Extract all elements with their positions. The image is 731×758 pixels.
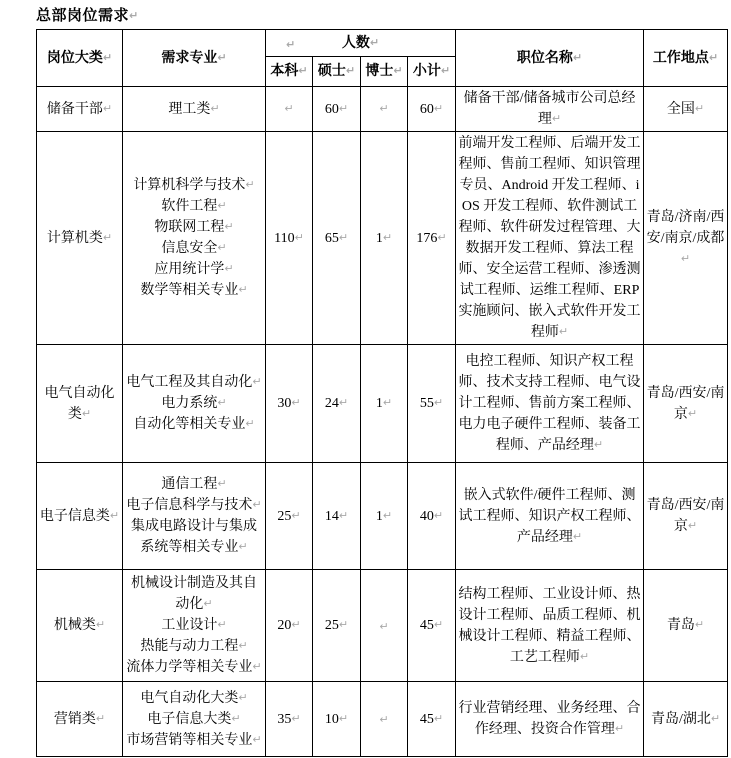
header-row-top [37, 30, 728, 57]
paragraph-mark: ↵ [252, 660, 262, 673]
positions-cell: 储备干部/储备城市公司总经理↵ [456, 87, 644, 132]
paragraph-mark: ↵ [345, 64, 356, 77]
master-cell: 24↵ [313, 345, 361, 463]
paragraph-mark: ↵ [338, 711, 349, 725]
paragraph-mark: ↵ [433, 711, 444, 725]
major-line: 电子信息科学与技术↵ [126, 498, 262, 513]
majors-cell [123, 463, 266, 570]
table-row [37, 132, 728, 345]
bachelor-cell [266, 87, 313, 132]
majors-cell [123, 87, 266, 132]
paragraph-mark: ↵ [382, 508, 393, 522]
paragraph-mark: ↵ [217, 50, 227, 64]
master-cell: 65↵ [313, 132, 361, 345]
paragraph-mark: ↵ [238, 690, 248, 704]
category-cell: 营销类↵ [37, 682, 123, 757]
major-line: 计算机科学与技术↵ [133, 178, 255, 193]
paragraph-mark: ↵ [109, 508, 120, 522]
table-row [37, 463, 728, 570]
major-line: 工业设计↵ [161, 618, 227, 633]
paragraph-mark: ↵ [95, 711, 106, 725]
bachelor-cell: 35↵ [266, 682, 313, 757]
major-line: 电子信息大类↵ [147, 711, 241, 727]
header-location: 工作地点↵ [644, 30, 728, 87]
paragraph-mark: ↵ [710, 711, 721, 725]
subtotal-cell: 176↵ [408, 132, 456, 345]
paragraph-mark: ↵ [217, 618, 227, 631]
category-cell: 储备干部↵ [37, 87, 123, 132]
major-line: 机械设计制造及其自动化↵ [131, 576, 257, 612]
positions-cell: 结构工程师、工业设计师、热设计工程师、品质工程师、机械设计工程师、精益工程师、工艺工程师↵ [456, 570, 644, 682]
paragraph-mark: ↵ [81, 406, 92, 420]
header-bachelor: 本科↵ [266, 57, 313, 87]
paragraph-mark: ↵ [393, 64, 403, 77]
subtotal-cell: 60↵ [408, 87, 456, 132]
requirements-table [36, 29, 728, 757]
paragraph-mark: ↵ [224, 220, 234, 233]
paragraph-mark: ↵ [433, 618, 444, 631]
bachelor-cell: 110↵ [266, 132, 313, 345]
paragraph-mark: ↵ [224, 262, 234, 275]
header-subtotal: 小计↵ [408, 57, 456, 87]
master-cell: 14↵ [313, 463, 361, 570]
master-cell: 25↵ [313, 570, 361, 682]
paragraph-mark: ↵ [238, 540, 248, 553]
paragraph-mark: ↵ [294, 230, 304, 244]
master-cell: 60↵ [313, 87, 361, 132]
majors-cell [123, 345, 266, 463]
paragraph-mark: ↵ [291, 396, 301, 409]
paragraph-mark: ↵ [379, 619, 389, 633]
header-master: 硕士↵ [313, 57, 361, 87]
paragraph-mark: ↵ [433, 396, 444, 409]
positions-cell: 电控工程师、知识产权工程师、技术支持工程师、电气设计工程师、售前方案工程师、电力电子硬件工程师、装备工程师、产品经理↵ [456, 345, 644, 463]
paragraph-mark: ↵ [708, 50, 719, 64]
bachelor-cell: 20↵ [266, 570, 313, 682]
major-line: 电气工程及其自动化↵ [126, 375, 262, 390]
paragraph-mark: ↵ [217, 199, 227, 212]
positions-cell: 嵌入式软件/硬件工程师、测试工程师、知识产权工程师、产品经理↵ [456, 463, 644, 570]
majors-cell [123, 682, 266, 757]
paragraph-mark: ↵ [291, 711, 301, 725]
majors-cell [123, 570, 266, 682]
paragraph-mark: ↵ [437, 230, 447, 244]
paragraph-mark: ↵ [245, 178, 255, 191]
major-line: 物联网工程↵ [154, 220, 234, 235]
bachelor-cell: 30↵ [266, 345, 313, 463]
subtotal-cell: 40↵ [408, 463, 456, 570]
category-cell: 电气自动化类↵ [37, 345, 123, 463]
major-line: 集成电路设计与集成系统等相关专业↵ [131, 519, 257, 555]
paragraph-mark: ↵ [687, 406, 698, 420]
paragraph-mark: ↵ [291, 618, 301, 631]
location-cell: 全国↵ [644, 87, 728, 132]
major-line: 软件工程↵ [161, 199, 227, 214]
paragraph-mark: ↵ [379, 713, 389, 726]
header-headcount: ↵ 人数↵ [266, 30, 456, 57]
location-cell: 青岛/湖北↵ [644, 682, 728, 757]
paragraph-mark: ↵ [572, 50, 583, 64]
paragraph-mark: ↵ [694, 101, 705, 115]
doctor-cell [361, 87, 408, 132]
major-line: 电力系统↵ [161, 396, 227, 411]
paragraph-mark: ↵ [338, 618, 349, 631]
header-doctor: 博士↵ [361, 57, 408, 87]
paragraph-mark: ↵ [129, 9, 139, 22]
major-line: 电气自动化大类↵ [140, 690, 248, 706]
paragraph-mark: ↵ [433, 508, 444, 522]
category-cell: 计算机类↵ [37, 132, 123, 345]
doctor-cell [361, 570, 408, 682]
category-cell: 机械类↵ [37, 570, 123, 682]
majors-cell [123, 132, 266, 345]
paragraph-mark: ↵ [593, 438, 604, 451]
paragraph-mark: ↵ [338, 508, 349, 522]
paragraph-mark: ↵ [245, 417, 255, 430]
table-row [37, 345, 728, 463]
major-line: 数学等相关专业↵ [140, 283, 248, 298]
master-cell: 10↵ [313, 682, 361, 757]
major-line: 通信工程↵ [161, 477, 227, 492]
table-row [37, 570, 728, 682]
subtotal-cell: 45↵ [408, 682, 456, 757]
location-cell: 青岛/西安/南京↵ [644, 345, 728, 463]
major-line: 流体力学等相关专业↵ [126, 660, 262, 675]
paragraph-mark: ↵ [238, 639, 248, 652]
page-title-text: 总部岗位需求 [36, 8, 130, 24]
paragraph-mark: ↵ [338, 230, 349, 244]
paragraph-mark: ↵ [252, 375, 262, 388]
category-cell: 电子信息类↵ [37, 463, 123, 570]
paragraph-mark: ↵ [614, 722, 625, 735]
location-cell: 青岛↵ [644, 570, 728, 682]
paragraph-mark: ↵ [572, 529, 583, 543]
page-title [36, 6, 731, 27]
paragraph-mark: ↵ [379, 101, 389, 115]
major-line: 市场营销等相关专业↵ [126, 732, 262, 748]
doctor-cell: 1↵ [361, 463, 408, 570]
major-line: 热能与动力工程↵ [140, 639, 248, 654]
paragraph-mark: ↵ [95, 618, 106, 631]
paragraph-mark: ↵ [102, 50, 113, 64]
table-row [37, 682, 728, 757]
paragraph-mark: ↵ [338, 396, 349, 409]
major-line: 自动化等相关专业↵ [133, 417, 255, 432]
paragraph-mark: ↵ [382, 230, 393, 244]
paragraph-mark: ↵ [369, 35, 380, 49]
paragraph-mark: ↵ [579, 649, 590, 663]
paragraph-mark: ↵ [284, 101, 294, 115]
bachelor-cell: 25↵ [266, 463, 313, 570]
paragraph-mark: ↵ [217, 241, 227, 254]
paragraph-mark: ↵ [252, 498, 262, 511]
subtotal-cell: 55↵ [408, 345, 456, 463]
paragraph-mark: ↵ [298, 64, 308, 77]
paragraph-mark: ↵ [338, 101, 349, 115]
paragraph-mark: ↵ [382, 396, 393, 409]
paragraph-mark: ↵ [558, 325, 569, 338]
paragraph-mark: ↵ [238, 283, 248, 296]
paragraph-mark: ↵ [217, 396, 227, 409]
paragraph-mark: ↵ [252, 732, 262, 746]
major-line: 理工类↵ [168, 101, 220, 117]
paragraph-mark: ↵ [694, 618, 705, 631]
subtotal-cell: 45↵ [408, 570, 456, 682]
location-cell: 青岛/西安/南京↵ [644, 463, 728, 570]
header-category: 岗位大类↵ [37, 30, 123, 87]
doctor-cell [361, 682, 408, 757]
paragraph-mark: ↵ [687, 519, 698, 532]
major-line: 应用统计学↵ [154, 262, 234, 277]
major-line: 信息安全↵ [161, 241, 227, 256]
paragraph-mark: ↵ [231, 711, 241, 725]
header-position: 职位名称↵ [456, 30, 644, 87]
paragraph-mark: ↵ [286, 38, 296, 51]
paragraph-mark: ↵ [102, 230, 113, 244]
location-cell: 青岛/济南/西安/南京/成都↵ [644, 132, 728, 345]
paragraph-mark: ↵ [210, 101, 220, 115]
positions-cell: 前端开发工程师、后端开发工程师、售前工程师、知识管理专员、Android 开发工程师、iOS 开发工程师、软件测试工程师、软件研发过程管理、大数据开发工程师、算法工程师、安全运营工程师、渗透测试工程师、运维工程师、ERP 实施顾问、嵌入式软件开发工程师↵ [456, 132, 644, 345]
paragraph-mark: ↵ [102, 101, 113, 115]
doctor-cell: 1↵ [361, 345, 408, 463]
doctor-cell: 1↵ [361, 132, 408, 345]
positions-cell: 行业营销经理、业务经理、合作经理、投资合作管理↵ [456, 682, 644, 757]
paragraph-mark: ↵ [551, 112, 562, 125]
paragraph-mark: ↵ [440, 64, 451, 77]
paragraph-mark: ↵ [203, 597, 213, 610]
paragraph-mark: ↵ [680, 251, 691, 265]
paragraph-mark: ↵ [291, 508, 301, 522]
header-major: 需求专业↵ [123, 30, 266, 87]
paragraph-mark: ↵ [217, 477, 227, 490]
table-row [37, 87, 728, 132]
paragraph-mark: ↵ [433, 101, 444, 115]
